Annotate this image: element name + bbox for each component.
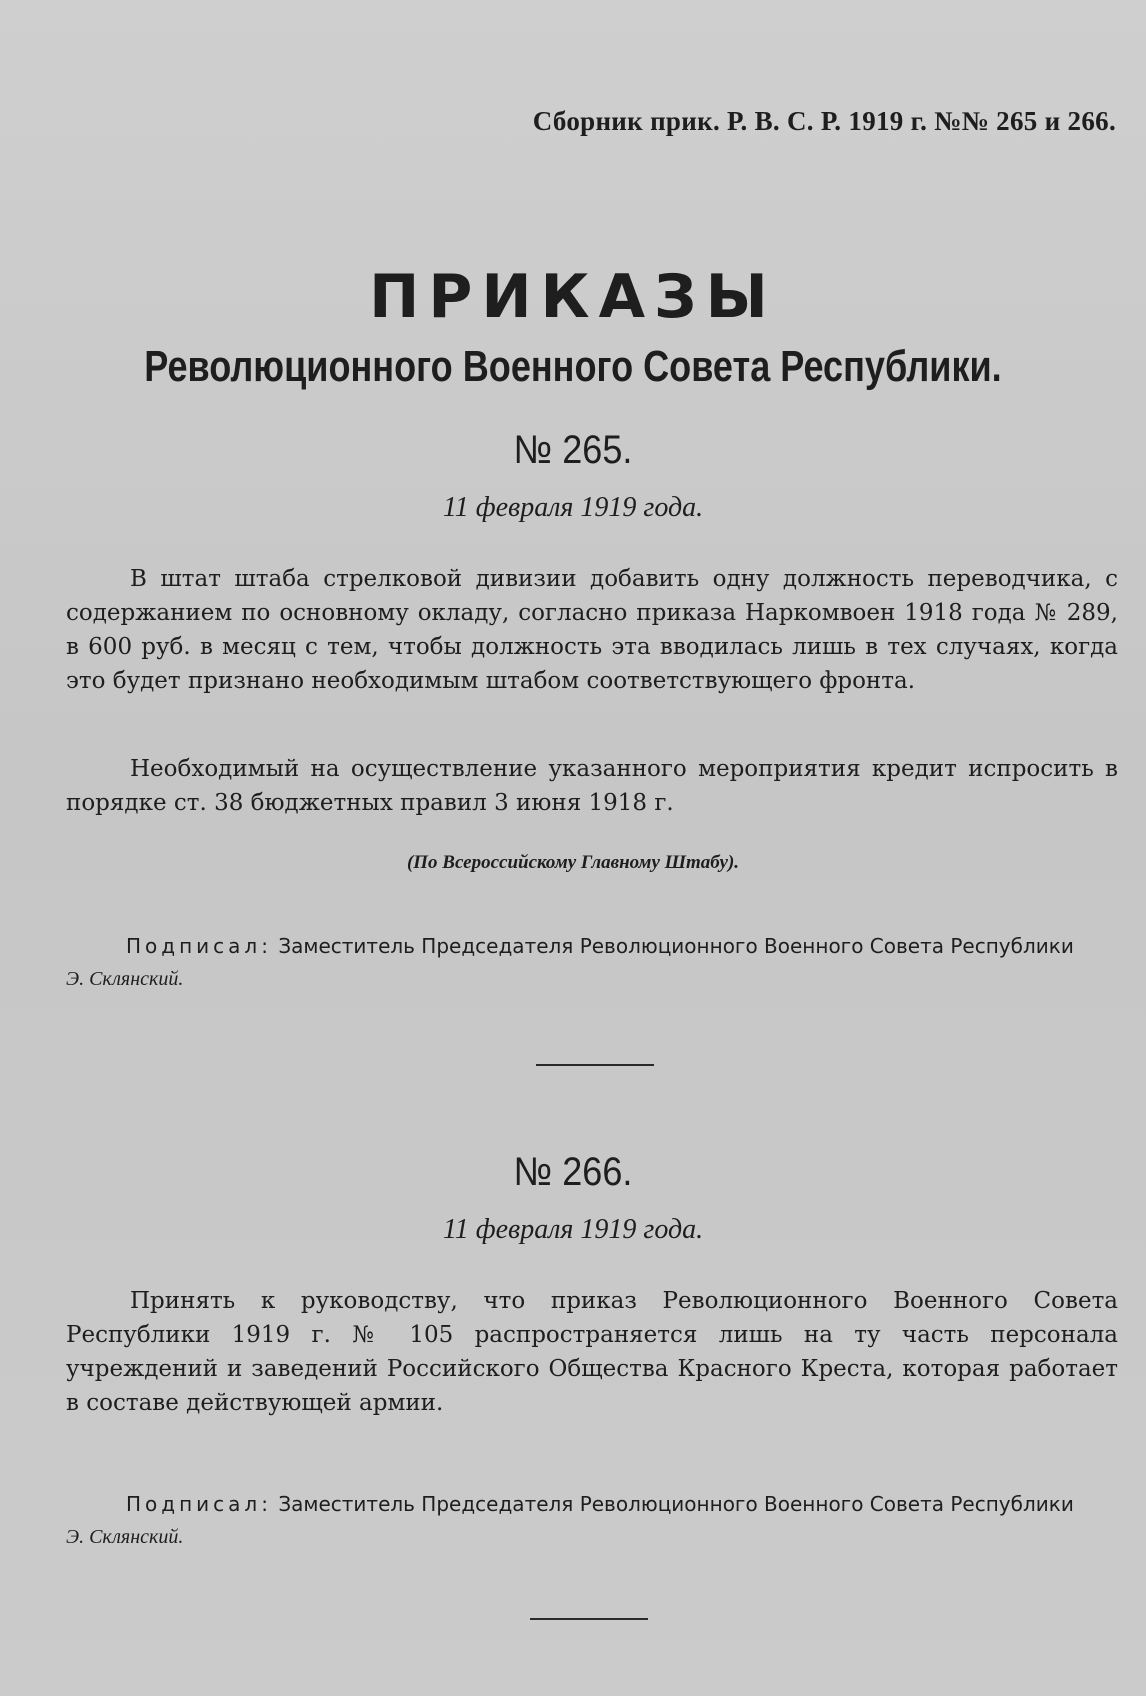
section-divider — [536, 1064, 654, 1066]
signatory-title: Заместитель Председателя Революционного Военного Совета Республики — [278, 1492, 1074, 1516]
end-divider — [530, 1618, 648, 1620]
signatory-name: Э. Склянский. — [66, 1526, 184, 1548]
order-265-number: № 265. — [513, 428, 633, 472]
collection-reference: Сборник прик. Р. В. С. Р. 1919 г. №№ 265 и 266. — [532, 106, 1116, 136]
order-266-date: 11 февраля 1919 года. — [442, 1214, 704, 1245]
page-subtitle: Революционного Военного Совета Республики. — [144, 342, 1002, 391]
signed-label: Подписал: — [126, 934, 272, 958]
order-266-number: № 266. — [513, 1150, 633, 1194]
page-title: ПРИКАЗЫ — [369, 262, 777, 332]
order-265-paragraph-1: В штат штаба стрелковой дивизии добавить одну должность переводчика, с содержанием по основному окладу, согласно приказа Наркомвоен 1918 года № 289, в 600 руб. в месяц с тем, чтобы должность эта вводилась лишь в тех случаях, когда это будет признано необходимым штабом соответствующего фронта. — [66, 566, 1118, 694]
signatory-name: Э. Склянский. — [66, 968, 184, 990]
order-265-date: 11 февраля 1919 года. — [442, 492, 704, 523]
signatory-title: Заместитель Председателя Революционного Военного Совета Республики — [278, 934, 1074, 958]
order-266-paragraph-1: Принять к руководству, что приказ Революционного Военного Совета Республики 1919 г. № 105 распространяется лишь на ту часть персонала учреждений и заведений Российского Общества Красного Креста, которая работает в составе действующей армии. — [66, 1288, 1118, 1416]
signed-label: Подписал: — [126, 1492, 272, 1516]
order-265-signature-block — [66, 930, 1126, 995]
order-265-department: (По Всероссийскому Главному Штабу). — [406, 852, 740, 873]
order-265-paragraph-2: Необходимый на осуществление указанного мероприятия кредит испросить в порядке ст. 38 бюджетных правил 3 июня 1918 г. — [66, 756, 1118, 816]
order-266-signature-block — [66, 1488, 1126, 1553]
